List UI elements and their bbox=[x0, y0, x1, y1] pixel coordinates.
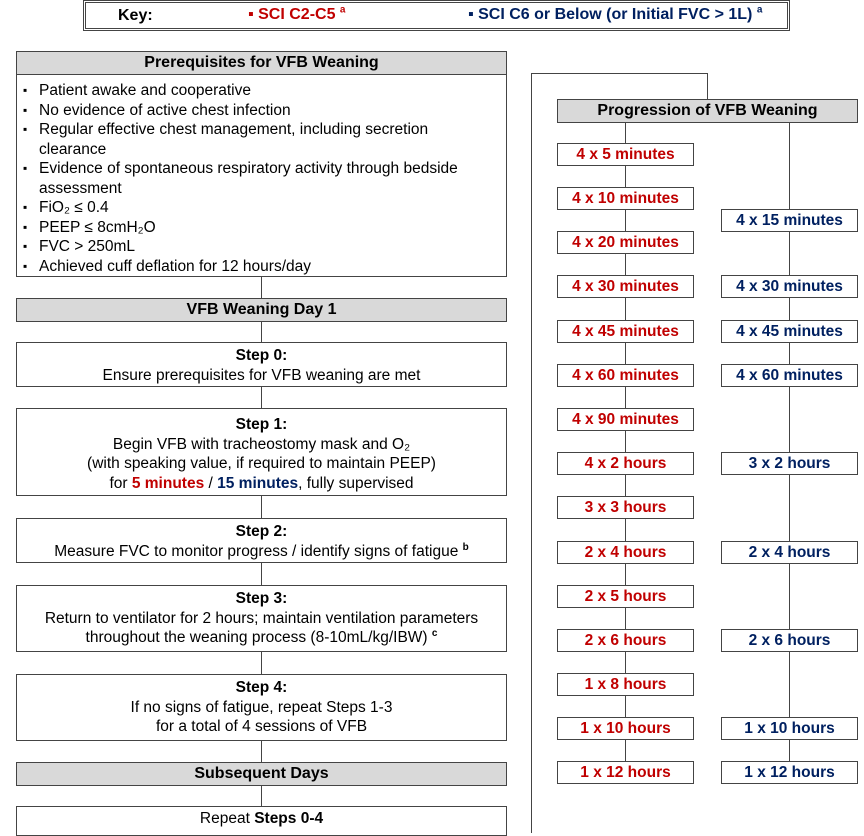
step1-title: Step 1: bbox=[235, 416, 288, 433]
progression-step-red: 4 x 2 hours bbox=[557, 452, 694, 475]
progression-step-blue: 4 x 15 minutes bbox=[721, 209, 858, 232]
step4-line1: If no signs of fatigue, repeat Steps 1-3 bbox=[130, 698, 393, 716]
prereq-list bbox=[17, 75, 506, 276]
connector bbox=[261, 741, 262, 762]
step1-tail: , fully supervised bbox=[298, 474, 414, 492]
repeat-box bbox=[16, 806, 507, 836]
progression-bracket-top bbox=[531, 73, 708, 74]
step4-title: Step 4: bbox=[235, 679, 288, 696]
prereq-item: ▪ Evidence of spontaneous respiratory activity through bedside assessment bbox=[39, 159, 498, 198]
prereq-item: ▪ Patient awake and cooperative bbox=[39, 81, 498, 101]
step1-line2: (with speaking value, if required to maintain PEEP) bbox=[87, 455, 436, 472]
subsequent-header: Subsequent Days bbox=[16, 762, 507, 786]
progression-step-red: 2 x 5 hours bbox=[557, 585, 694, 608]
step1-blue-duration: 15 minutes bbox=[217, 474, 299, 492]
prereq-item: ▪ Regular effective chest management, including secretion clearance bbox=[39, 120, 498, 159]
step1-line1: Begin VFB with tracheostomy mask and O₂ bbox=[112, 435, 411, 453]
prereq-item: ▪ No evidence of active chest infection bbox=[39, 101, 498, 121]
progression-step-blue: 4 x 30 minutes bbox=[721, 275, 858, 298]
progression-step-red: 4 x 90 minutes bbox=[557, 408, 694, 431]
progression-step-red: 1 x 10 hours bbox=[557, 717, 694, 740]
progression-step-red: 4 x 5 minutes bbox=[557, 143, 694, 166]
repeat-steps: Steps 0-4 bbox=[254, 810, 324, 827]
progression-step-red: 2 x 6 hours bbox=[557, 629, 694, 652]
step2-footnote: b bbox=[462, 541, 469, 553]
step3-line1: Return to ventilator for 2 hours; maintain ventilation parameters bbox=[44, 609, 479, 627]
progression-step-red: 4 x 20 minutes bbox=[557, 231, 694, 254]
progression-step-red: 3 x 3 hours bbox=[557, 496, 694, 519]
progression-step-blue: 4 x 45 minutes bbox=[721, 320, 858, 343]
step2-text: Measure FVC to monitor progress / identify signs of fatigue bbox=[54, 542, 459, 560]
progression-step-blue: 2 x 6 hours bbox=[721, 629, 858, 652]
step1-red-duration: 5 minutes bbox=[131, 474, 205, 492]
prereq-box bbox=[16, 74, 507, 277]
step2-title: Step 2: bbox=[235, 523, 288, 540]
step3-footnote: c bbox=[431, 627, 438, 639]
prereq-item: ▪ Achieved cuff deflation for 12 hours/day bbox=[39, 257, 498, 277]
step1-box bbox=[16, 408, 507, 496]
progression-header: Progression of VFB Weaning bbox=[557, 99, 858, 123]
key-blue-footnote: a bbox=[756, 4, 763, 16]
key-red-label: ▪ SCI C2-C5 bbox=[248, 6, 336, 23]
step3-box bbox=[16, 585, 507, 652]
progression-bracket-left bbox=[531, 73, 532, 833]
connector bbox=[261, 786, 262, 807]
connector bbox=[261, 563, 262, 585]
repeat-pre: Repeat bbox=[199, 810, 255, 827]
step1-line3 bbox=[17, 474, 506, 494]
step3-line2-wrap bbox=[17, 628, 506, 648]
progression-step-red: 4 x 45 minutes bbox=[557, 320, 694, 343]
step0-title: Step 0: bbox=[235, 347, 288, 364]
prereq-item: ▪ PEEP ≤ 8cmH₂O bbox=[39, 218, 498, 238]
progression-step-red: 1 x 8 hours bbox=[557, 673, 694, 696]
progression-step-blue: 4 x 60 minutes bbox=[721, 364, 858, 387]
progression-step-red: 4 x 10 minutes bbox=[557, 187, 694, 210]
step3-title: Step 3: bbox=[235, 590, 288, 607]
connector bbox=[261, 652, 262, 674]
step4-box bbox=[16, 674, 507, 741]
step4-line2: for a total of 4 sessions of VFB bbox=[155, 718, 368, 735]
step1-sep: / bbox=[204, 474, 218, 492]
progression-step-red: 4 x 30 minutes bbox=[557, 275, 694, 298]
step0-box bbox=[16, 342, 507, 387]
progression-step-red: 2 x 4 hours bbox=[557, 541, 694, 564]
prereq-item: ▪ FiO₂ ≤ 0.4 bbox=[39, 198, 498, 218]
progression-step-blue: 2 x 4 hours bbox=[721, 541, 858, 564]
progression-step-red: 4 x 60 minutes bbox=[557, 364, 694, 387]
connector bbox=[261, 322, 262, 342]
step2-box bbox=[16, 518, 507, 563]
prereq-item: ▪ FVC > 250mL bbox=[39, 237, 498, 257]
key-title: Key: bbox=[118, 7, 153, 24]
key-sci-c2-c5 bbox=[248, 6, 345, 24]
progression-step-red: 1 x 12 hours bbox=[557, 761, 694, 784]
key-red-footnote: a bbox=[339, 4, 346, 16]
progression-step-blue: 1 x 10 hours bbox=[721, 717, 858, 740]
key-sci-c6-below bbox=[468, 6, 762, 24]
progression-step-blue: 1 x 12 hours bbox=[721, 761, 858, 784]
connector bbox=[261, 277, 262, 298]
progression-bracket-drop bbox=[707, 73, 708, 100]
progression-step-blue: 3 x 2 hours bbox=[721, 452, 858, 475]
day1-header: VFB Weaning Day 1 bbox=[16, 298, 507, 322]
step2-line bbox=[17, 542, 506, 562]
step0-text: Ensure prerequisites for VFB weaning are met bbox=[102, 366, 421, 384]
step1-for: for bbox=[109, 474, 132, 492]
connector bbox=[261, 496, 262, 518]
connector bbox=[261, 387, 262, 408]
key-blue-label: ▪ SCI C6 or Below (or Initial FVC > 1L) bbox=[468, 6, 753, 23]
prereq-header: Prerequisites for VFB Weaning bbox=[16, 51, 507, 75]
step3-line2: throughout the weaning process (8-10mL/kg/IBW) bbox=[85, 629, 428, 646]
